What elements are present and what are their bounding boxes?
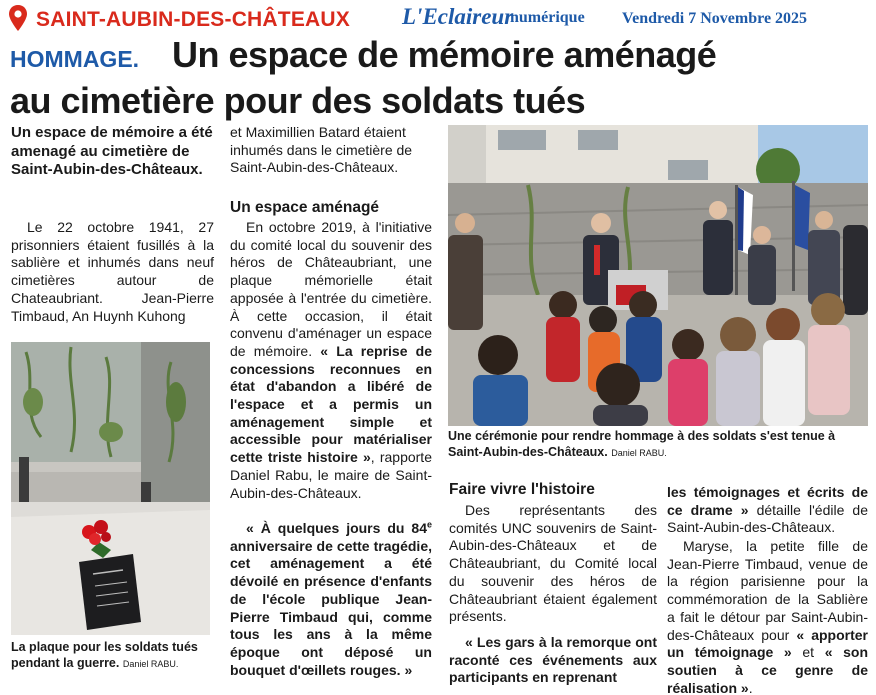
paragraph-col3-quote: « Les gars à la remorque ont raconté ces événements aux participants en reprenant bbox=[449, 634, 657, 686]
headline-kicker: HOMMAGE. bbox=[10, 46, 140, 72]
paragraph-col1: Le 22 octobre 1941, 27 prisonniers étaient fusillés à la sablière et inhumés dans neuf cimetières autour de Chateaubriant. Jean-Pierre Timbaud, An Huynh Kuhong bbox=[11, 219, 214, 324]
paragraph-col4-a bbox=[667, 484, 868, 537]
caption-text: Une cérémonie pour rendre hommage à des soldats s'est tenue à Saint-Aubin-des-Châteaux. bbox=[448, 429, 836, 459]
text-run: . bbox=[748, 679, 753, 695]
headline-line-1: Un espace de mémoire aménagé bbox=[172, 34, 717, 75]
photo-credit: Daniel RABU. bbox=[611, 447, 667, 458]
paragraph-col2-continued: et Maximillien Batard étaient inhumés dans le cimetière de Saint-Aubin-des-Châteaux. bbox=[230, 124, 413, 176]
issue-date: Vendredi 7 Novembre 2025 bbox=[622, 10, 808, 27]
quote-run: « apporter un témoignage » bbox=[667, 626, 868, 661]
text-run: détaille l'édile de Saint-Aubin-des-Châteaux. bbox=[667, 501, 868, 536]
publication-logo: L'Eclaireur bbox=[402, 4, 514, 29]
text-run: Maryse, la petite fille de Jean-Pierre Timbaud, venue de la région parisienne pour la commémoration de la Sablière a fait le détour par Saint-Aubin-des-Châteaux pour bbox=[667, 538, 868, 643]
plaque-photo bbox=[11, 342, 210, 635]
paragraph-col2-quote bbox=[230, 520, 432, 679]
text-run: , rapporte Daniel Rabu, le maire de Saint-Aubin-des-Châteaux. bbox=[230, 449, 432, 501]
quote-run: « La reprise de concessions reconnues en état d'abandon a libéré de l'espace et a permis un aménagement simple et accessible pour matérialiser cette triste histoire » bbox=[230, 342, 433, 466]
superscript: e bbox=[426, 519, 432, 530]
town-label: SAINT-AUBIN-DES-CHÂTEAUX bbox=[36, 8, 350, 31]
headline-line-2: au cimetière pour des soldats tués bbox=[10, 80, 586, 121]
ceremony-photo bbox=[448, 125, 868, 426]
quote-run: anniversaire de cette tragédie, cet aménagement a été dévoilé en présence d'enfants de l'école publique Jean-Pierre Timbaud qui, comme tous les ans à la même époque ont déposé un bouquet d'œillets rouges. » bbox=[230, 537, 432, 678]
location-pin-icon bbox=[8, 4, 28, 32]
paragraph-col2-a bbox=[230, 219, 432, 502]
quote-run: « À quelques jours du 84 bbox=[246, 520, 427, 536]
subheading-espace: Un espace aménagé bbox=[230, 199, 380, 216]
ceremony-photo-caption bbox=[448, 429, 873, 461]
paragraph-col3-a: Des représentants des comités UNC souvenirs de Saint-Aubin-des-Châteaux et de Châteaubriant, du Comité local du souvenir des héros de Châteaubriant étaient également présents. bbox=[449, 502, 657, 625]
quote-run: « son soutien à ce genre de réalisation » bbox=[667, 644, 868, 695]
standfirst: Un espace de mémoire a été amenagé au cimetière de Saint-Aubin-des-Châteaux. bbox=[11, 124, 213, 178]
caption-text: La plaque pour les soldats tués pendant la guerre. bbox=[11, 640, 198, 670]
text-run: En octobre 2019, à l'initiative du comité local du souvenir des héros de Châteaubriant, une plaque mémorielle était apposée à l'entrée du cimetière. À cette occasion, il était convenu d'aménager un espace de mémoire. bbox=[230, 219, 432, 359]
paragraph-col4-b bbox=[667, 538, 868, 695]
quote-run: les témoignages et écrits de ce drame » bbox=[667, 484, 868, 518]
subheading-histoire: Faire vivre l'histoire bbox=[449, 481, 595, 498]
photo-credit: Daniel RABU. bbox=[122, 658, 179, 669]
text-run: et bbox=[791, 644, 825, 661]
publication-suffix: numérique bbox=[510, 9, 585, 26]
plaque-photo-caption bbox=[11, 640, 214, 672]
